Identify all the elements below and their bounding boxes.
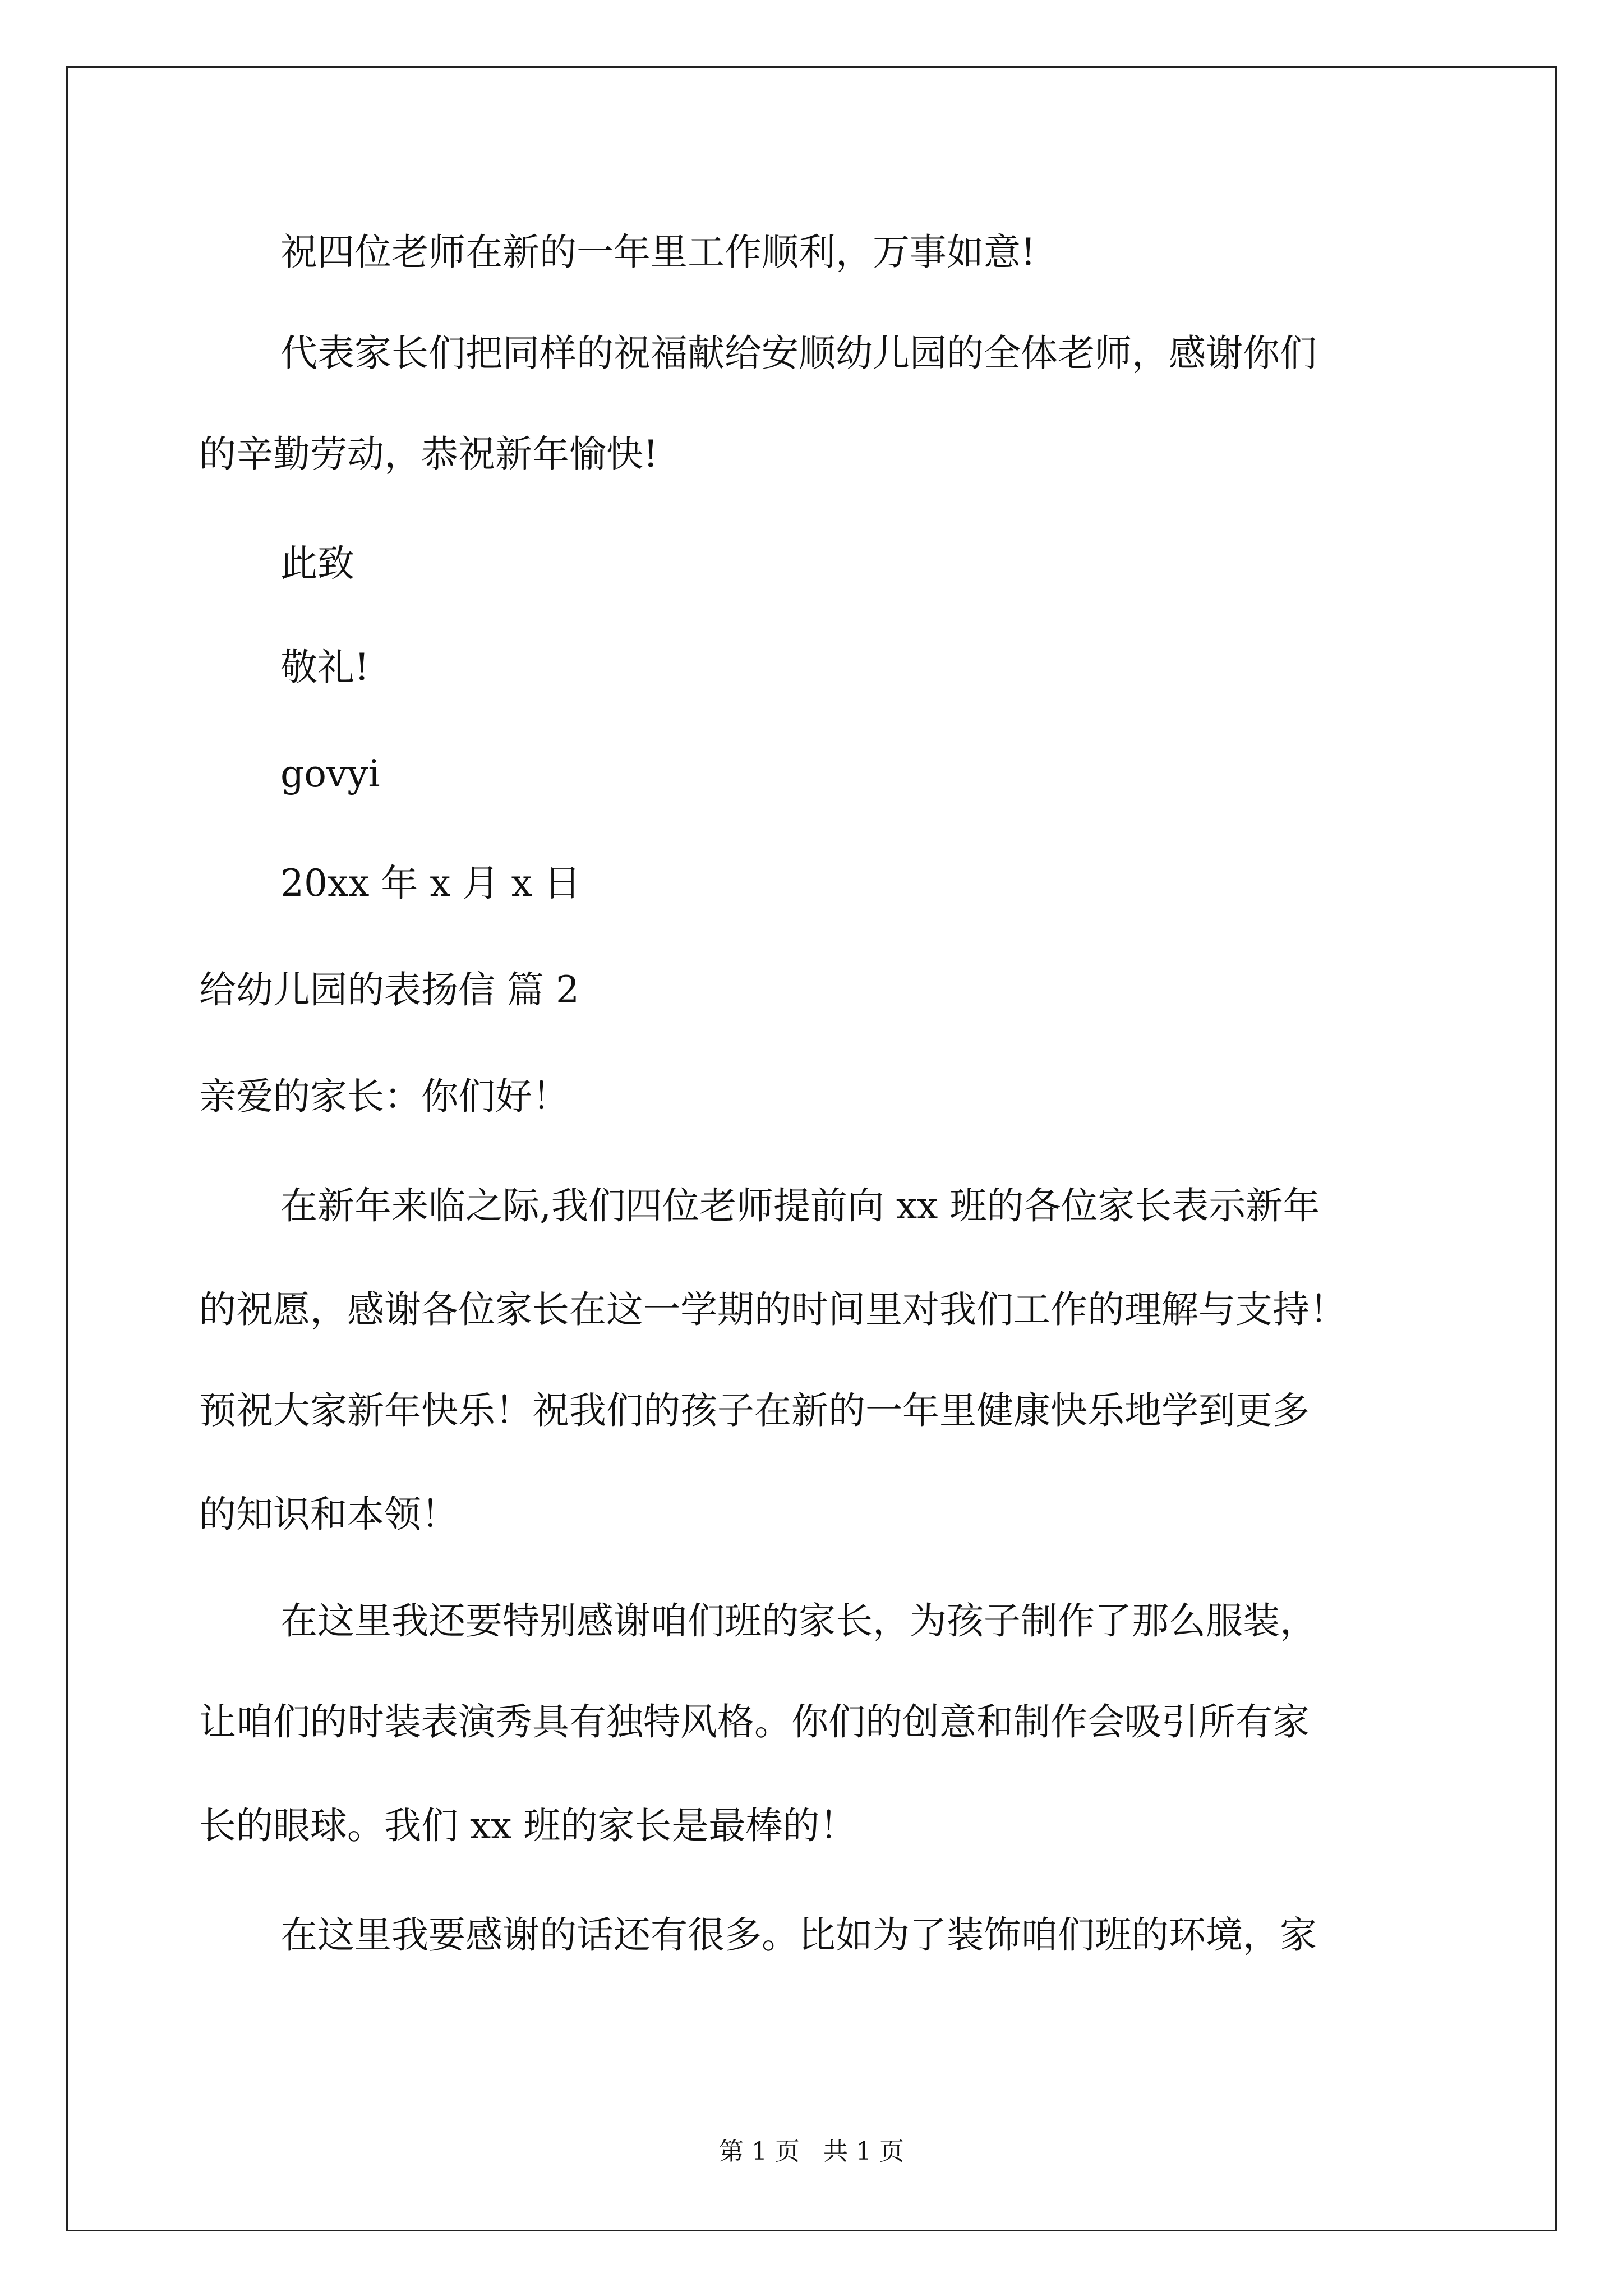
- greeting: 亲爱的家长：你们好！: [199, 1075, 569, 1118]
- paragraph-line: 的知识和本领！: [199, 1493, 458, 1536]
- paragraph-line: 在这里我要感谢的话还有很多。比如为了装饰咱们班的环境，家: [280, 1913, 1317, 1957]
- letter-date: 20xx 年 x 月 x 日: [280, 862, 581, 905]
- section-heading: 给幼儿园的表扬信 篇 2: [199, 968, 579, 1011]
- paragraph-line: 在新年来临之际,我们四位老师提前向 xx 班的各位家长表示新年: [280, 1184, 1320, 1227]
- closing-salutation: 敬礼!: [280, 646, 370, 689]
- page-footer: 第 1 页 共 1 页: [719, 2137, 904, 2166]
- paragraph-line: 长的眼球。我们 xx 班的家长是最棒的！: [199, 1804, 857, 1847]
- paragraph-line: 的辛勤劳动，恭祝新年愉快!: [199, 432, 658, 476]
- paragraph-line: 祝四位老师在新的一年里工作顺利，万事如意!: [280, 231, 1036, 274]
- paragraph-line: 代表家长们把同样的祝福献给安顺幼儿园的全体老师，感谢你们: [280, 332, 1317, 375]
- closing-salutation: 此致: [280, 542, 354, 585]
- signature: govyi: [280, 752, 380, 795]
- paragraph-line: 让咱们的时装表演秀具有独特风格。你们的创意和制作会吸引所有家: [199, 1700, 1310, 1743]
- paragraph-line: 在这里我还要特别感谢咱们班的家长，为孩子制作了那么服装，: [280, 1599, 1317, 1642]
- paragraph-line: 预祝大家新年快乐！祝我们的孩子在新的一年里健康快乐地学到更多: [199, 1389, 1310, 1432]
- page-border: [66, 66, 1557, 2231]
- paragraph-line: 的祝愿，感谢各位家长在这一学期的时间里对我们工作的理解与支持！: [199, 1288, 1347, 1331]
